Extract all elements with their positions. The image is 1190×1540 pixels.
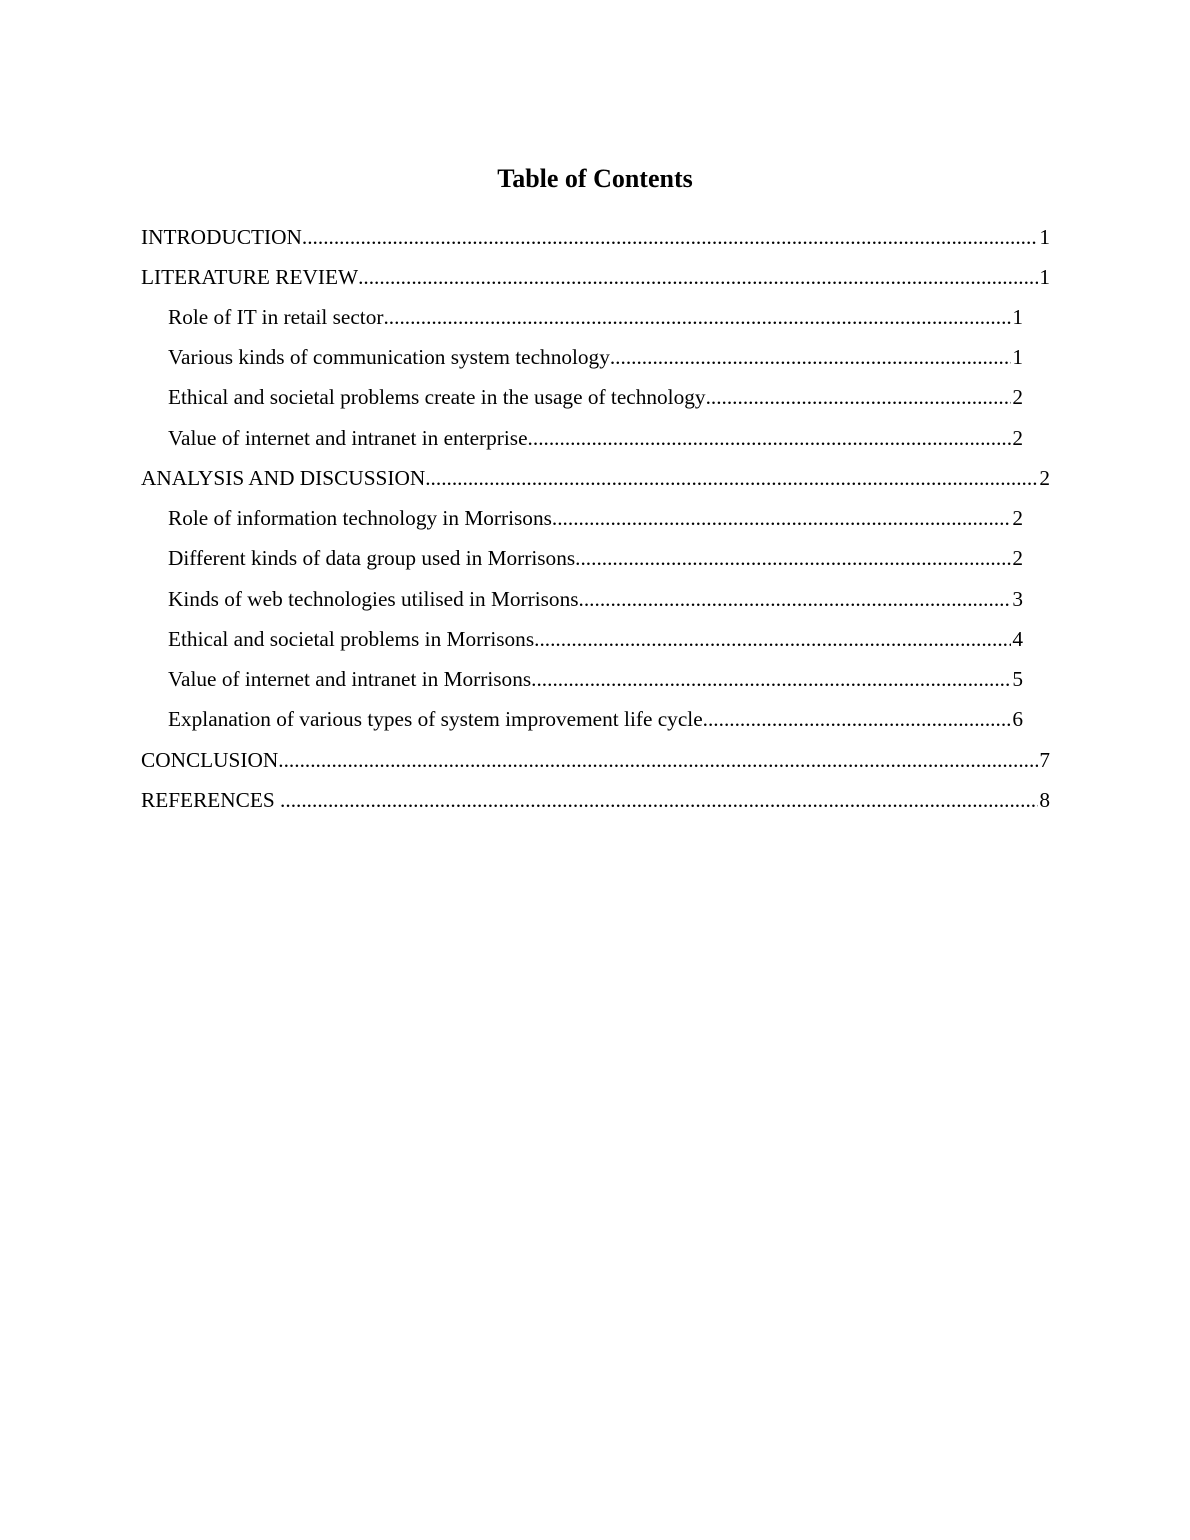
toc-page-number: 8 — [1039, 788, 1050, 812]
toc-entry-role-of-it-morrisons[interactable] — [168, 505, 1023, 531]
toc-dot-leader — [706, 384, 1012, 410]
toc-entry-role-of-it-retail[interactable] — [168, 304, 1023, 330]
toc-entry-label: Role of information technology in Morrisons — [168, 506, 552, 530]
toc-entry-label: ANALYSIS AND DISCUSSION — [141, 466, 426, 490]
toc-entry-system-improvement-life-cycle[interactable] — [168, 706, 1023, 732]
toc-dot-leader — [534, 626, 1011, 652]
toc-entry-label: Value of internet and intranet in enterprise — [168, 426, 528, 450]
toc-entry-label: Ethical and societal problems create in the usage of technology — [168, 385, 706, 409]
toc-entry-label: LITERATURE REVIEW — [141, 265, 359, 289]
toc-entry-label: Role of IT in retail sector — [168, 305, 384, 329]
toc-page-number: 2 — [1012, 385, 1023, 409]
toc-dot-leader — [552, 505, 1011, 531]
toc-dot-leader — [528, 425, 1012, 451]
toc-entry-communication-system-technology[interactable] — [168, 344, 1023, 370]
toc-page-number: 3 — [1012, 587, 1023, 611]
toc-dot-leader — [531, 666, 1011, 692]
toc-entry-internet-intranet-morrisons[interactable] — [168, 666, 1023, 692]
toc-entry-data-group-morrisons[interactable] — [168, 545, 1023, 571]
toc-page-number: 2 — [1039, 466, 1050, 490]
toc-page-number: 2 — [1012, 506, 1023, 530]
toc-entry-label: Ethical and societal problems in Morrisons — [168, 627, 535, 651]
toc-entry-references[interactable] — [141, 787, 1050, 813]
toc-entry-ethical-problems-morrisons[interactable] — [168, 626, 1023, 652]
toc-dot-leader — [278, 747, 1038, 773]
toc-entry-label: CONCLUSION — [141, 748, 279, 772]
toc-page-number: 2 — [1012, 426, 1023, 450]
toc-entry-label: REFERENCES — [141, 788, 281, 812]
toc-page-number: 1 — [1012, 345, 1023, 369]
toc-entry-label: Kinds of web technologies utilised in Morrisons — [168, 587, 579, 611]
toc-entry-web-technologies-morrisons[interactable] — [168, 586, 1023, 612]
toc-dot-leader — [703, 706, 1012, 732]
toc-page-number: 4 — [1012, 627, 1023, 651]
toc-page-number: 7 — [1039, 748, 1050, 772]
toc-page-number: 1 — [1039, 225, 1050, 249]
toc-dot-leader — [579, 586, 1012, 612]
toc-page-number: 1 — [1039, 265, 1050, 289]
toc-entry-label: Various kinds of communication system technology — [168, 345, 610, 369]
toc-entry-label: Different kinds of data group used in Morrisons — [168, 546, 576, 570]
toc-dot-leader — [575, 545, 1011, 571]
toc-entry-literature-review[interactable] — [141, 264, 1050, 290]
toc-dot-leader — [358, 264, 1038, 290]
toc-page-number: 2 — [1012, 546, 1023, 570]
toc-dot-leader — [302, 224, 1038, 250]
toc-entry-label: INTRODUCTION — [141, 225, 302, 249]
toc-entry-ethical-problems-technology[interactable] — [168, 384, 1023, 410]
toc-page-number: 1 — [1012, 305, 1023, 329]
toc-dot-leader — [610, 344, 1011, 370]
toc-entry-label: Value of internet and intranet in Morrisons — [168, 667, 532, 691]
toc-dot-leader — [383, 304, 1011, 330]
toc-entry-analysis-and-discussion[interactable] — [141, 465, 1050, 491]
toc-dot-leader — [280, 787, 1038, 813]
toc-dot-leader — [425, 465, 1038, 491]
toc-title: Table of Contents — [497, 164, 693, 193]
toc-entry-introduction[interactable] — [141, 224, 1050, 250]
toc-entry-conclusion[interactable] — [141, 747, 1050, 773]
toc-page-number: 5 — [1012, 667, 1023, 691]
toc-entry-internet-intranet-enterprise[interactable] — [168, 425, 1023, 451]
toc-page-number: 6 — [1012, 707, 1023, 731]
toc-entry-label: Explanation of various types of system improvement life cycle — [168, 707, 703, 731]
